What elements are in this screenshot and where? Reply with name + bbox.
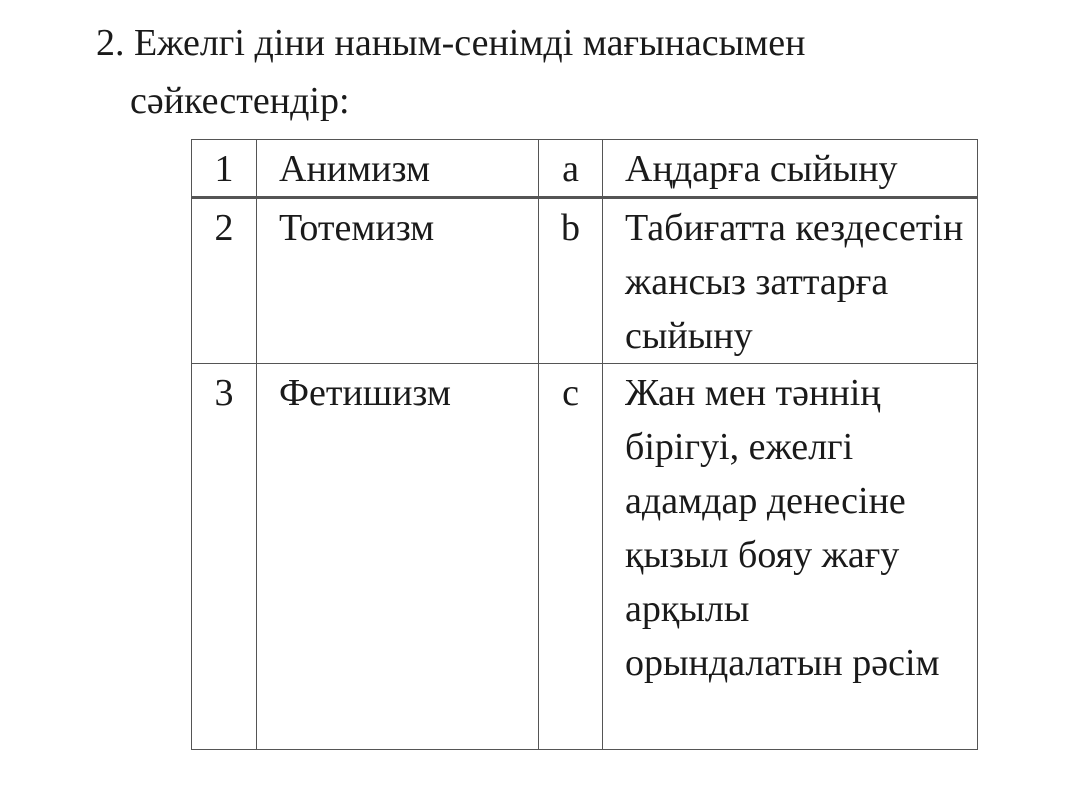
row-letter: a xyxy=(539,140,603,198)
table-row xyxy=(192,364,978,750)
row-description: Аңдарға сыйыну xyxy=(603,140,978,198)
row-letter: c xyxy=(539,364,603,750)
question-line-1: 2. Ежелгі діни наным-сенімді мағынасымен xyxy=(96,22,806,64)
row-letter: b xyxy=(539,198,603,364)
row-term: Тотемизм xyxy=(257,198,539,364)
question-text xyxy=(96,14,805,130)
question-line-2: сәйкестендір: xyxy=(130,80,350,122)
row-description: Жан мен тәннің бірігуі, ежелгі адамдар денесіне қызыл бояу жағу арқылы орындалатын рәсім xyxy=(603,364,978,750)
table-row xyxy=(192,198,978,364)
row-description: Табиғатта кездесетін жансыз заттарға сыйыну xyxy=(603,198,978,364)
row-number: 3 xyxy=(192,364,257,750)
row-number: 2 xyxy=(192,198,257,364)
row-term: Анимизм xyxy=(257,140,539,198)
table-row xyxy=(192,140,978,198)
row-number: 1 xyxy=(192,140,257,198)
row-term: Фетишизм xyxy=(257,364,539,750)
matching-table xyxy=(191,139,978,750)
